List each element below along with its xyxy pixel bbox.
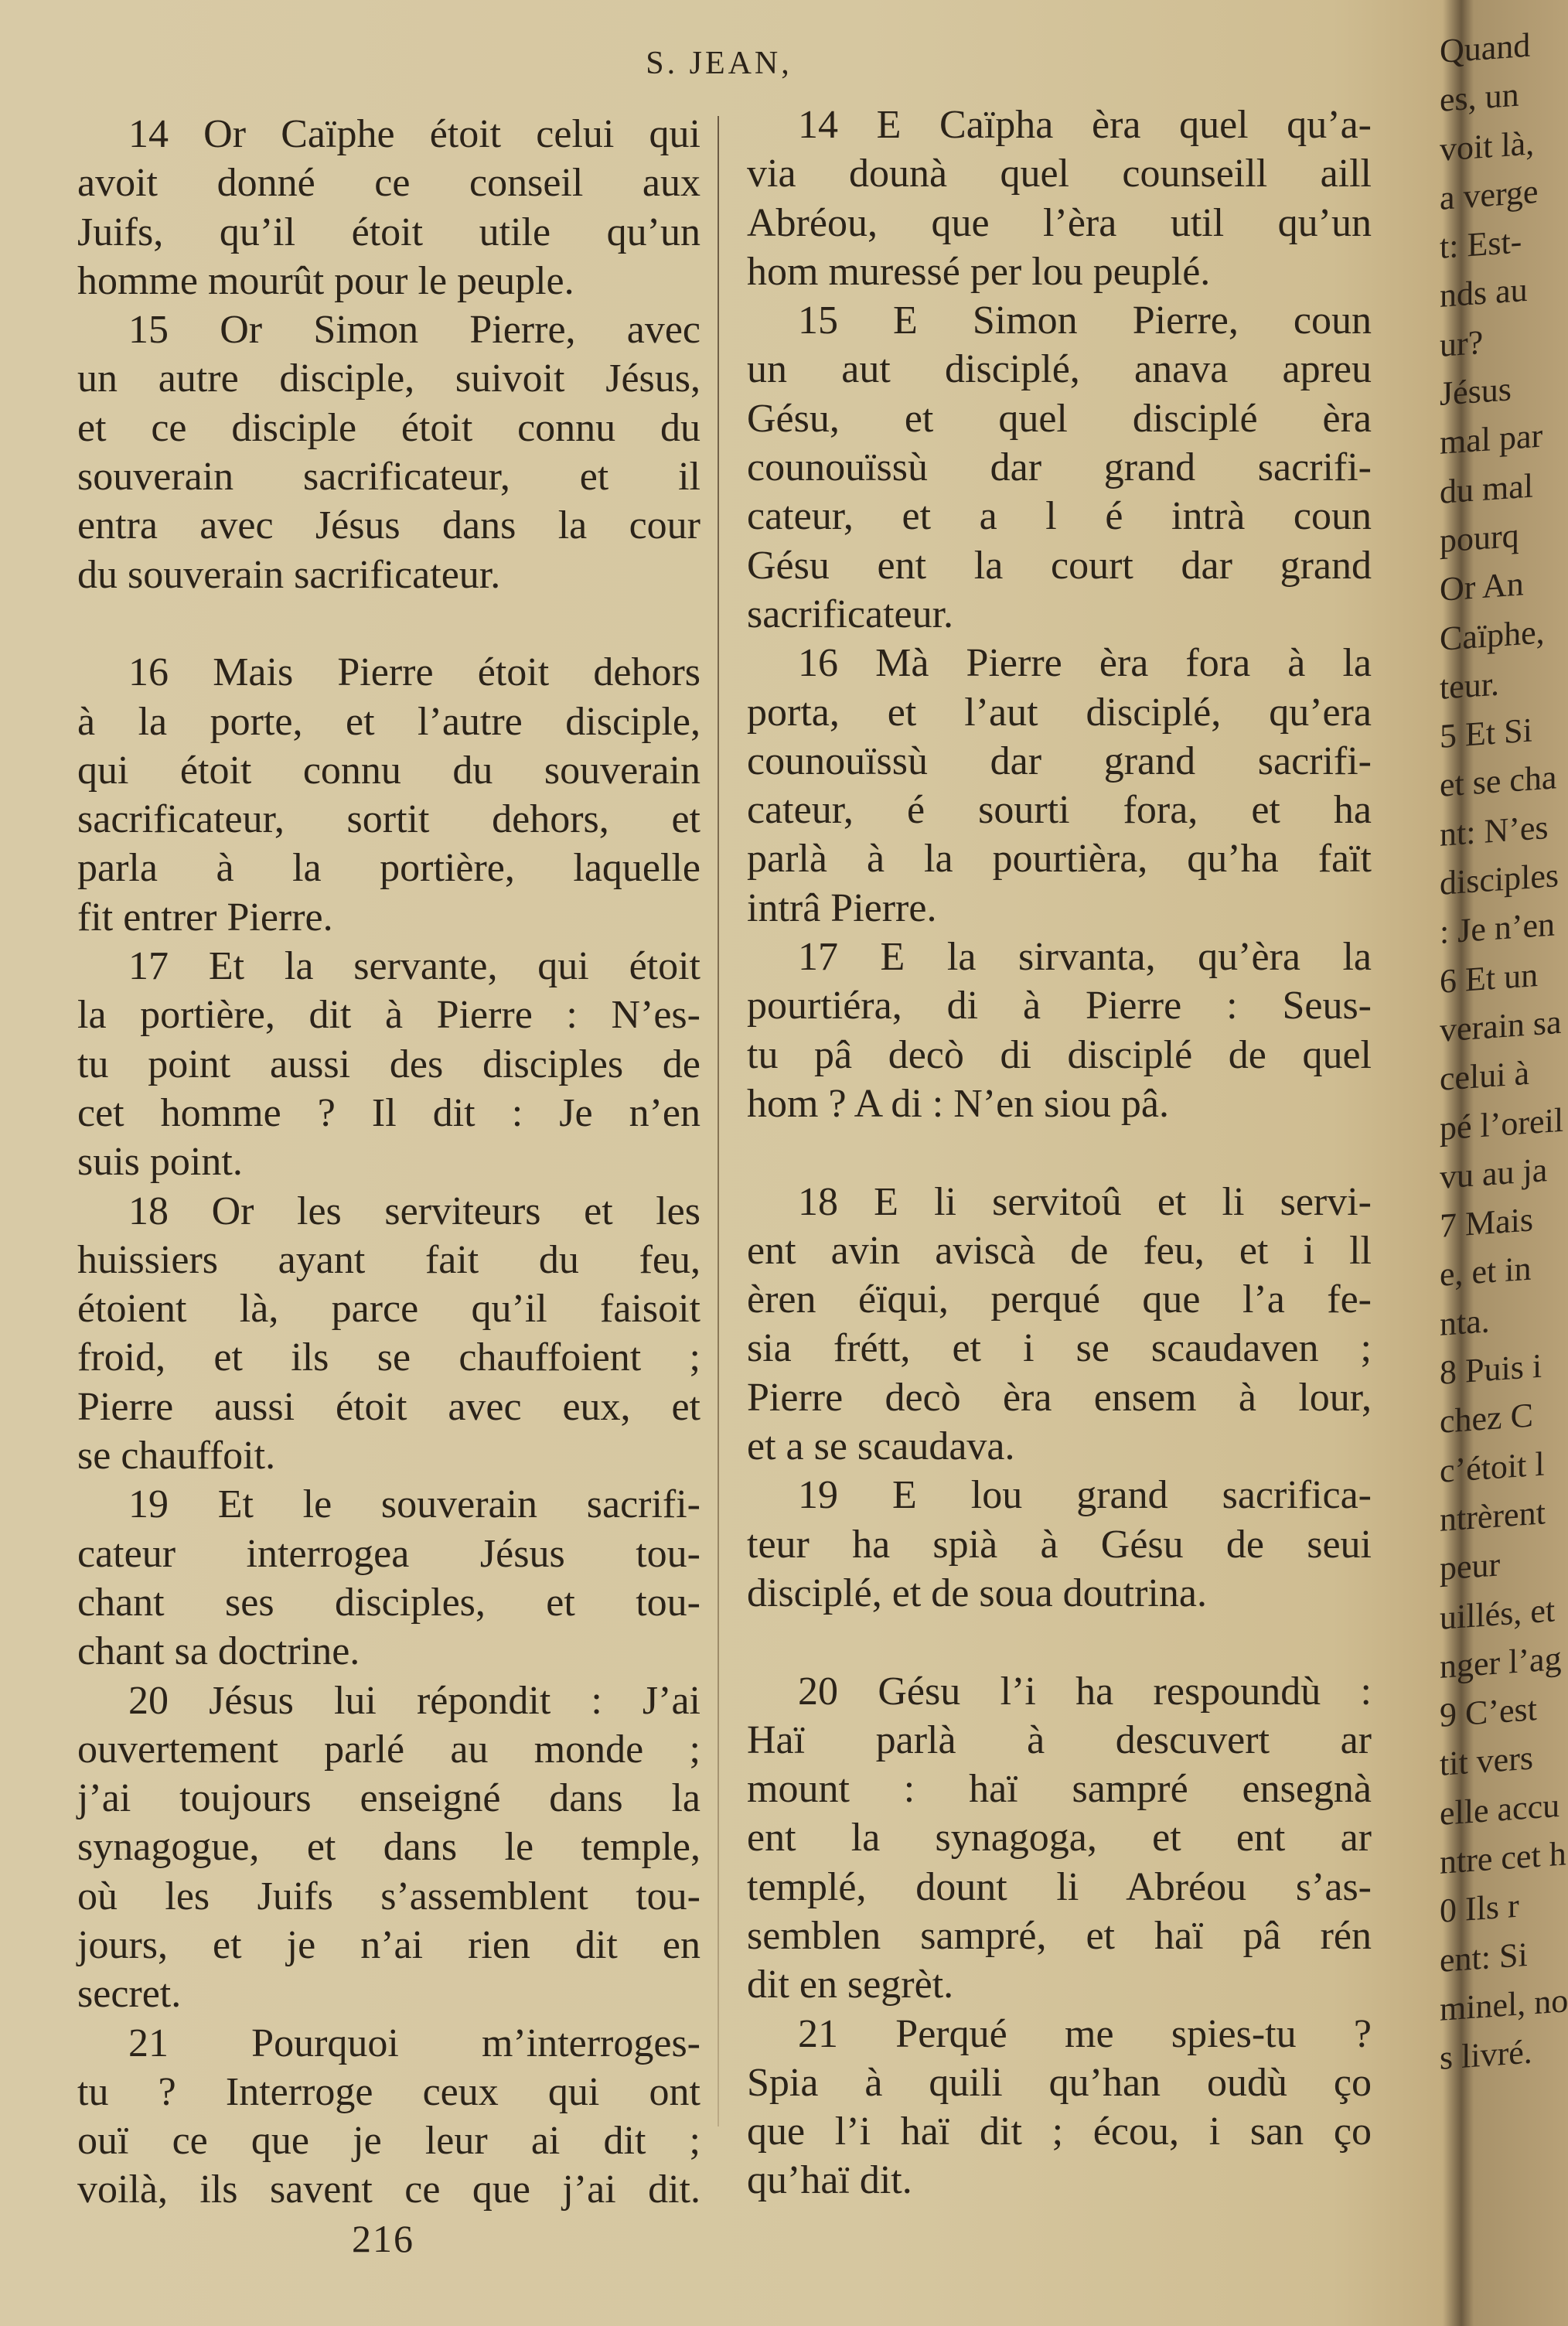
text-line: froid, et ils se chauffoient ; <box>77 1335 700 1380</box>
text-line: Spia à quili qu’han oudù ço <box>747 2060 1372 2105</box>
facing-page-fragment: : Je n’en <box>1440 905 1556 952</box>
text-line: 16 Mais Pierre étoit dehors <box>128 650 700 695</box>
text-line: sacrificateur. <box>747 592 954 636</box>
facing-page-fragment: ur? <box>1440 322 1484 364</box>
text-line: et ce disciple étoit connu du <box>77 405 700 450</box>
text-line: un aut disciplé, anava apreu <box>747 347 1372 392</box>
facing-page-fragment: mal par <box>1440 416 1543 462</box>
facing-page-fragment: pé l’oreil <box>1440 1100 1564 1148</box>
facing-page-fragment: 7 Mais <box>1440 1200 1533 1245</box>
text-line: parla à la portière, laquelle <box>77 846 700 891</box>
text-line: cateur, et a l é intrà coun <box>747 494 1372 539</box>
text-line: Gésu, et quel disciplé èra <box>747 396 1372 441</box>
facing-page-fragment: vu au ja <box>1440 1150 1548 1196</box>
text-line: Pierre decò èra ensem à lour, <box>747 1375 1372 1420</box>
facing-page-fragment: 5 Et Si <box>1440 711 1532 755</box>
text-line: 20 Jésus lui répondit : J’ai <box>128 1678 700 1723</box>
facing-page-fragment: minel, no <box>1440 1981 1568 2028</box>
facing-page-fragment: Or An <box>1440 564 1524 609</box>
text-line: ent avin aviscà de feu, et i ll <box>747 1228 1372 1273</box>
facing-page-fragment: tit vers <box>1440 1738 1533 1784</box>
facing-page-fragment: nds au <box>1440 271 1528 315</box>
text-line: èren éïqui, perqué que l’a fe- <box>747 1277 1372 1322</box>
facing-page-fragment: Caïphe, <box>1440 612 1545 658</box>
facing-page-fragment: nger l’ag <box>1440 1639 1562 1686</box>
text-line: 18 Or les serviteurs et les <box>128 1189 700 1233</box>
text-line: hom muressé per lou peuplé. <box>747 249 1211 294</box>
text-line: ent la synagoga, et ent ar <box>747 1816 1372 1860</box>
text-line: qui étoit connu du souverain <box>77 748 700 793</box>
facing-page-fragment: 6 Et un <box>1440 955 1539 1001</box>
text-line: entra avec Jésus dans la cour <box>77 503 700 548</box>
column-divider <box>718 116 719 2126</box>
text-line: chant sa doctrine. <box>77 1629 360 1674</box>
text-line: tu pâ decò di disciplé de quel <box>747 1032 1372 1077</box>
text-line: Abréou, que l’èra util qu’un <box>747 200 1372 245</box>
text-line: homme mourût pour le peuple. <box>77 258 574 303</box>
text-line: mount : haï sampré ensegnà <box>747 1767 1372 1812</box>
french-text-column <box>77 110 700 2215</box>
text-line: avoit donné ce conseil aux <box>77 161 700 206</box>
facing-page-fragment: disciples <box>1440 856 1559 902</box>
facing-page-fragment: pourq <box>1440 516 1519 560</box>
text-line: templé, dount li Abréou s’as- <box>747 1864 1372 1909</box>
text-line: un autre disciple, suivoit Jésus, <box>77 356 700 401</box>
facing-page-edge <box>1440 19 1568 2082</box>
text-line: à la porte, et l’autre disciple, <box>77 699 700 744</box>
blank-line <box>747 1618 1372 1666</box>
text-line: tu point aussi des disciples de <box>77 1042 700 1086</box>
text-line: souverain sacrificateur, et il <box>77 455 700 500</box>
text-line: dit en segrèt. <box>747 1963 954 2007</box>
text-line: cateur interrogea Jésus tou- <box>77 1531 700 1576</box>
facing-page-fragment: peur <box>1440 1545 1501 1588</box>
text-line: jours, et je n’ai rien dit en <box>77 1922 700 1967</box>
text-line: 18 E li servitoû et li servi- <box>798 1179 1372 1224</box>
facing-page-fragment: a verge <box>1440 172 1539 217</box>
text-line: suis point. <box>77 1140 243 1185</box>
text-line: fit entrer Pierre. <box>77 895 333 940</box>
facing-page-fragment: Quand <box>1440 26 1531 70</box>
text-line: voilà, ils savent ce que j’ai dit. <box>77 2167 700 2212</box>
facing-page-fragment: s livré. <box>1440 2032 1532 2077</box>
text-line: Pierre aussi étoit avec eux, et <box>77 1384 700 1429</box>
text-line: secret. <box>77 1972 182 2017</box>
facing-page-fragment: celui à <box>1440 1053 1530 1099</box>
facing-page-fragment: et se cha <box>1440 758 1557 805</box>
facing-page-fragment: 0 Ils r <box>1440 1886 1519 1931</box>
facing-page-fragment: chez C <box>1440 1396 1533 1441</box>
text-line: qu’haï dit. <box>747 2158 912 2203</box>
text-line: counouïssù dar grand sacrifi- <box>747 738 1372 783</box>
text-line: et a se scaudava. <box>747 1424 1015 1469</box>
text-line: pourtiéra, di à Pierre : Seus- <box>747 984 1372 1028</box>
text-line: parlà à la pourtièra, qu’ha faït <box>747 837 1372 882</box>
text-line: 17 E la sirvanta, qu’èra la <box>798 935 1372 980</box>
text-line: la portière, dit à Pierre : N’es- <box>77 993 700 1038</box>
facing-page-fragment: teur. <box>1440 664 1499 707</box>
facing-page-fragment: t: Est- <box>1440 222 1522 267</box>
facing-page-fragment: nta. <box>1440 1301 1490 1343</box>
facing-page-fragment: du mal <box>1440 466 1533 511</box>
text-line: du souverain sacrificateur. <box>77 552 501 597</box>
text-line: sacrificateur, sortit dehors, et <box>77 797 700 842</box>
facing-page-fragment: ntre cet h <box>1440 1834 1566 1881</box>
facing-page-fragment: ntrèrent <box>1440 1493 1546 1539</box>
text-line: 17 Et la servante, qui étoit <box>128 944 700 989</box>
text-line: via dounà quel counseill aill <box>747 152 1372 196</box>
text-line: 15 E Simon Pierre, coun <box>798 298 1372 343</box>
nissart-text-column <box>747 101 1372 2205</box>
text-line: huissiers ayant fait du feu, <box>77 1237 700 1282</box>
facing-page-fragment: ent: Si <box>1440 1935 1528 1980</box>
text-line: que l’i haï dit ; écou, i san ço <box>747 2109 1372 2154</box>
running-title: S. JEAN, <box>646 46 793 81</box>
text-line: 21 Perqué me spies-tu ? <box>798 2011 1372 2056</box>
text-line: Gésu ent la court dar grand <box>747 543 1372 588</box>
text-line: ouï ce que je leur ai dit ; <box>77 2119 700 2164</box>
blank-line <box>747 1128 1372 1177</box>
facing-page-fragment: Jésus <box>1440 370 1512 413</box>
blank-line <box>77 599 700 648</box>
text-line: synagogue, et dans le temple, <box>77 1825 700 1870</box>
text-line: où les Juifs s’assemblent tou- <box>77 1874 700 1918</box>
facing-page-fragment: uillés, et <box>1440 1590 1556 1637</box>
text-line: chant ses disciples, et tou- <box>77 1580 700 1625</box>
text-line: hom ? A di : N’en siou pâ. <box>747 1081 1169 1126</box>
text-line: 16 Mà Pierre èra fora à la <box>798 641 1372 686</box>
facing-page-fragment: elle accu <box>1440 1785 1560 1833</box>
text-line: teur ha spià à Gésu de seui <box>747 1522 1372 1567</box>
text-line: tu ? Interroge ceux qui ont <box>77 2069 700 2114</box>
text-line: se chauffoit. <box>77 1434 276 1478</box>
text-line: 21 Pourquoi m’interroges- <box>128 2021 700 2065</box>
facing-page-fragment: verain sa <box>1440 1002 1562 1049</box>
text-line: Haï parlà à descuvert ar <box>747 1717 1372 1762</box>
facing-page-fragment: nt: N’es <box>1440 807 1549 854</box>
text-line: disciplé, et de soua doutrina. <box>747 1571 1207 1615</box>
text-line: 19 E lou grand sacrifica- <box>798 1473 1372 1518</box>
text-line: 20 Gésu l’i ha respoundù : <box>798 1669 1372 1714</box>
text-line: counouïssù dar grand sacrifi- <box>747 445 1372 490</box>
text-line: j’ai toujours enseigné dans la <box>77 1776 700 1821</box>
text-line: intrâ Pierre. <box>747 885 937 930</box>
facing-page-fragment: voit là, <box>1440 123 1535 169</box>
text-line: étoient là, parce qu’il faisoit <box>77 1287 700 1332</box>
text-line: sia frétt, et i se scaudaven ; <box>747 1326 1372 1371</box>
facing-page-fragment: c’étoit l <box>1440 1444 1545 1490</box>
facing-page-fragment: e, et in <box>1440 1249 1532 1294</box>
facing-page-fragment: 9 C’est <box>1440 1690 1537 1734</box>
text-line: cateur, é sourti fora, et ha <box>747 788 1372 833</box>
text-line: 14 Or Caïphe étoit celui qui <box>128 112 700 156</box>
text-line: Juifs, qu’il étoit utile qu’un <box>77 210 700 254</box>
text-line: ouvertement parlé au monde ; <box>77 1727 700 1772</box>
facing-page-fragment: 8 Puis i <box>1440 1346 1542 1392</box>
text-line: porta, et l’aut disciplé, qu’era <box>747 690 1372 735</box>
text-line: semblen sampré, et haï pâ rén <box>747 1913 1372 1958</box>
text-line: 19 Et le souverain sacrifi- <box>128 1482 700 1527</box>
text-line: 15 Or Simon Pierre, avec <box>128 308 700 353</box>
text-line: 14 E Caïpha èra quel qu’a- <box>798 103 1372 147</box>
text-line: cet homme ? Il dit : Je n’en <box>77 1090 700 1135</box>
page-number: 216 <box>352 2217 414 2260</box>
facing-page-fragment: es, un <box>1440 75 1519 120</box>
